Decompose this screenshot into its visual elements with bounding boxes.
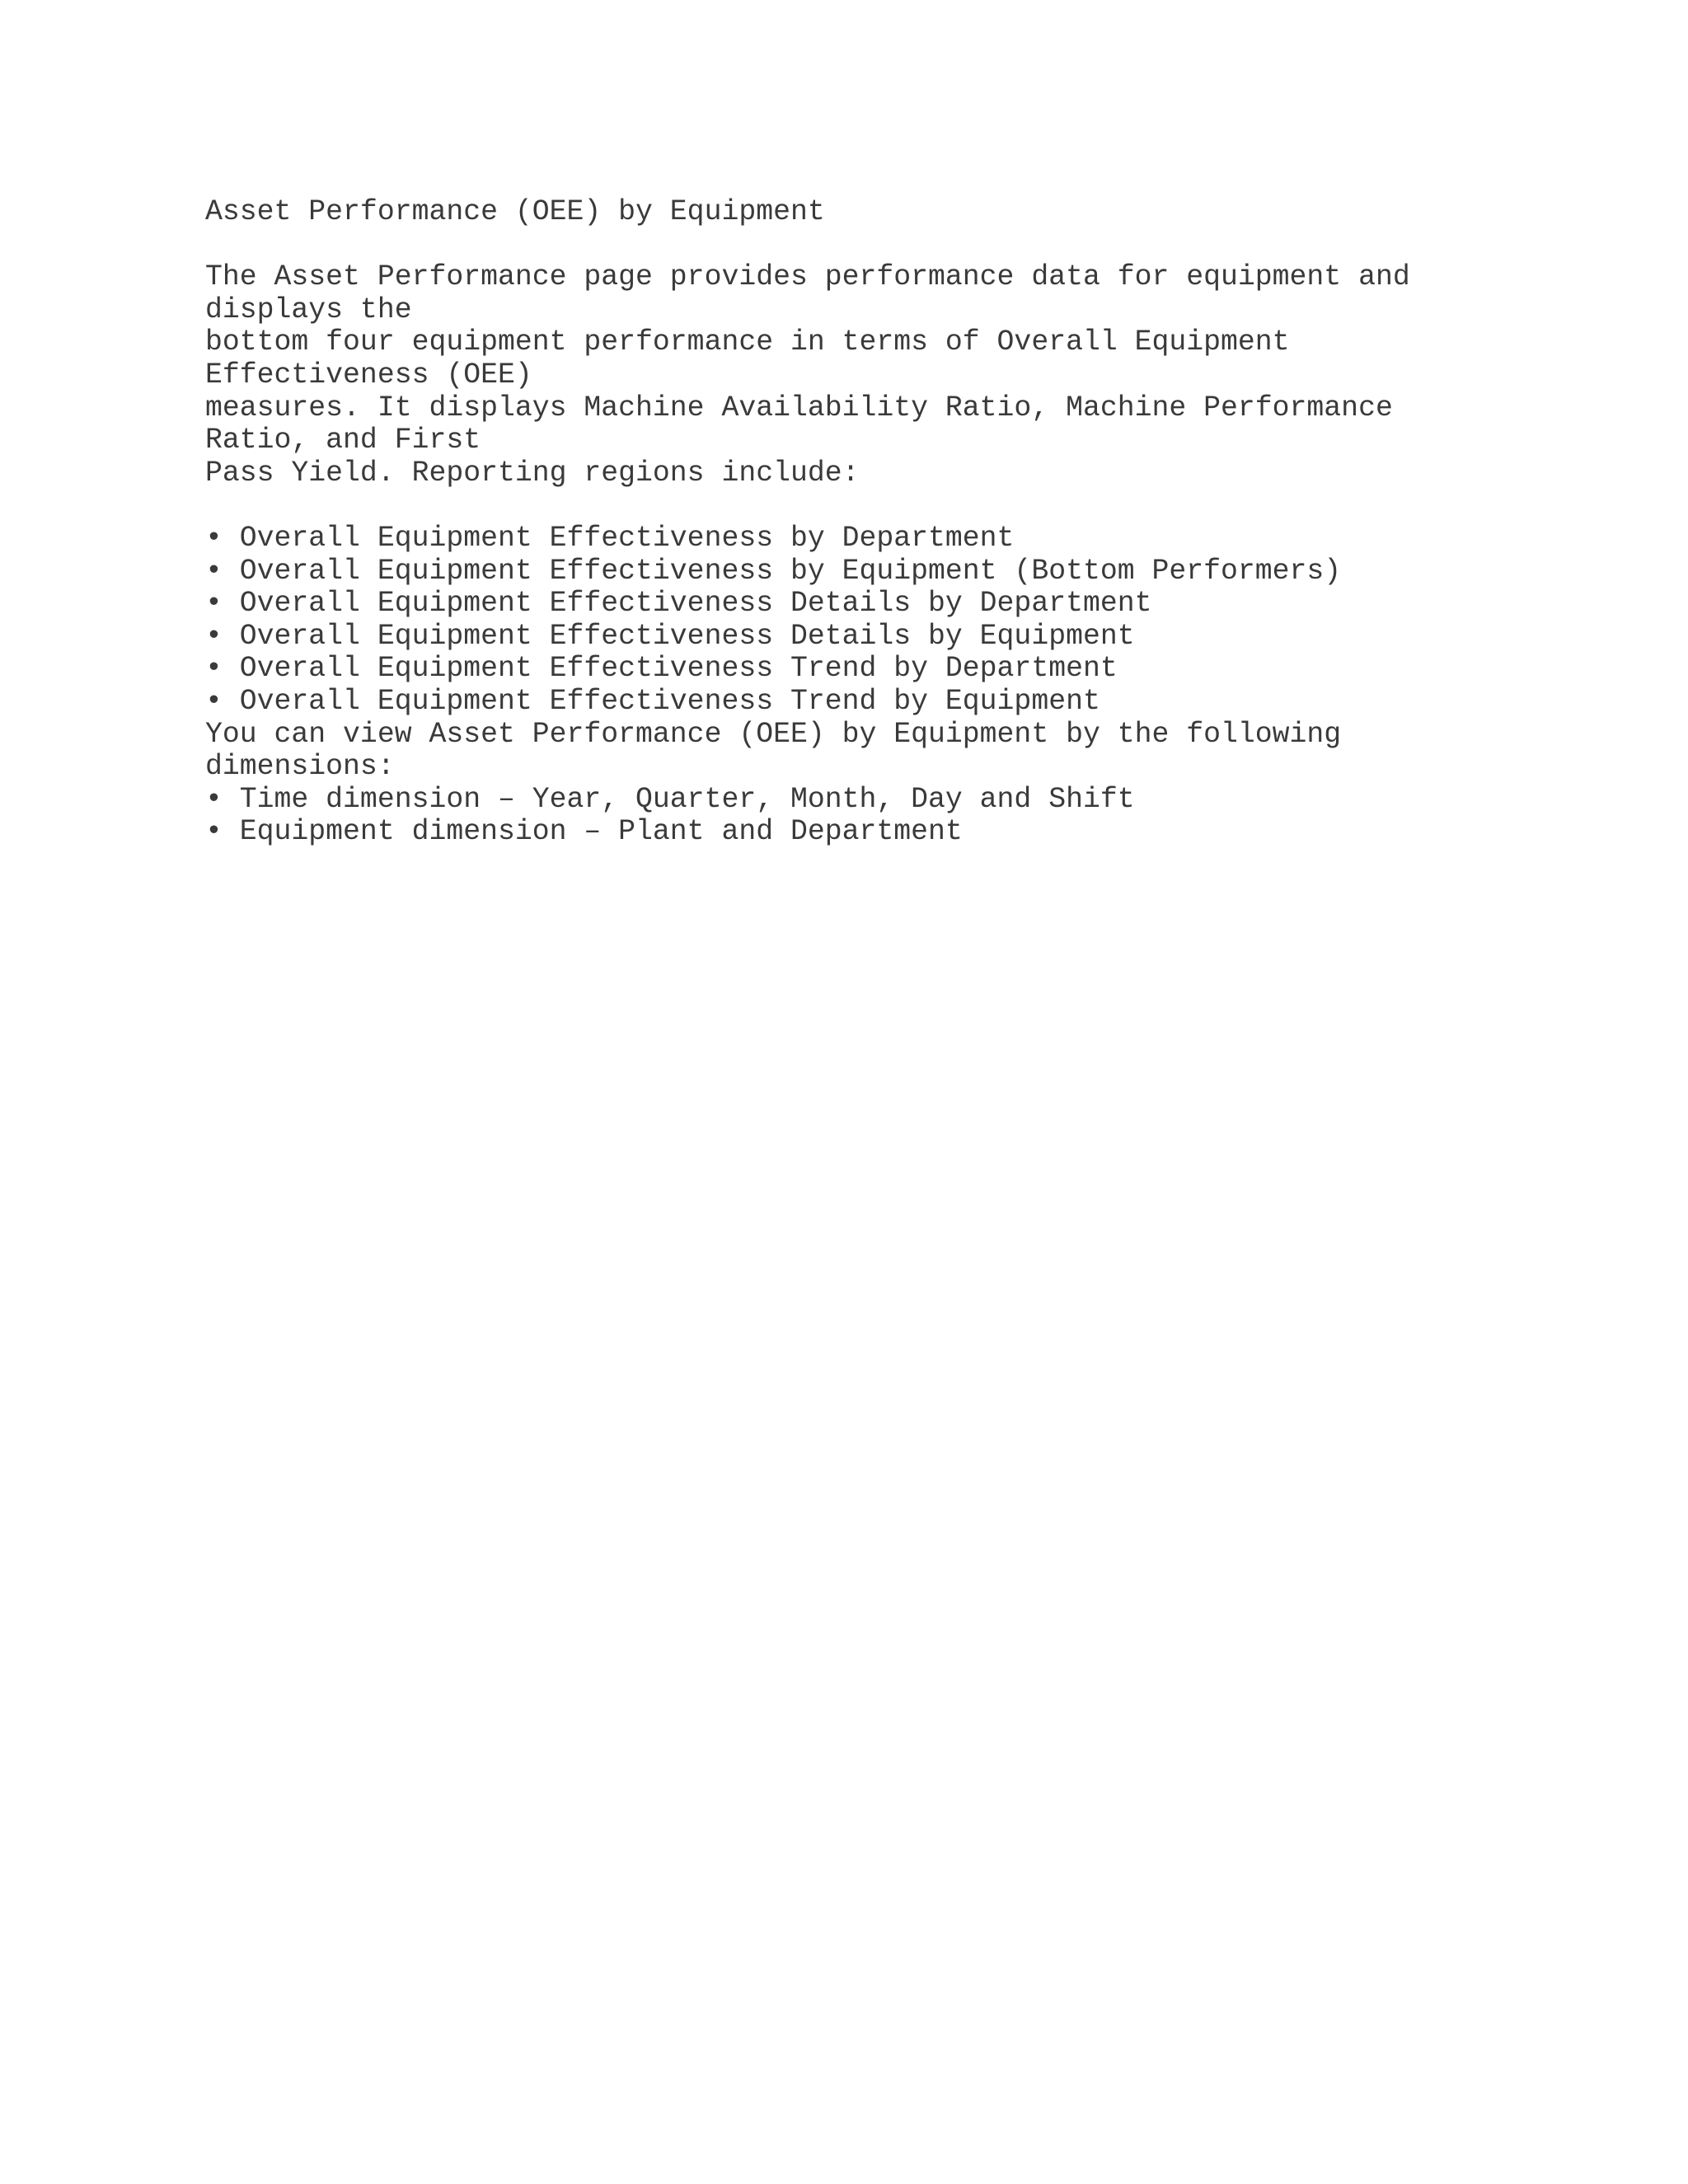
list-item: • Time dimension – Year, Quarter, Month, Day and Shift [205,783,1135,816]
list-item: • Overall Equipment Effectiveness Trend by Department [205,653,1118,686]
list-item: • Overall Equipment Effectiveness Details by Department [205,588,1152,621]
intro-line: bottom four equipment performance in terms of Overall Equipment [205,326,1290,359]
dimensions-list [205,784,1656,849]
intro-paragraph [205,261,1656,490]
list-item: • Overall Equipment Effectiveness Details by Equipment [205,620,1135,653]
dimensions-intro-line: dimensions: [205,751,395,784]
intro-line: Effectiveness (OEE) [205,359,532,391]
intro-line: The Asset Performance page provides performance data for equipment and [205,261,1410,294]
list-item: • Overall Equipment Effectiveness by Department [205,522,1015,555]
intro-line: Ratio, and First [205,424,481,457]
document-title: Asset Performance (OEE) by Equipment [205,196,825,228]
intro-line: Pass Yield. Reporting regions include: [205,457,860,490]
intro-line: measures. It displays Machine Availability Ratio, Machine Performance [205,391,1393,424]
intro-line: displays the [205,293,412,326]
list-item: • Overall Equipment Effectiveness Trend by Equipment [205,685,1100,718]
dimensions-intro-line: You can view Asset Performance (OEE) by Equipment by the following [205,718,1342,751]
spacer [205,490,1656,523]
spacer [205,229,1656,262]
list-item: • Equipment dimension – Plant and Department [205,816,963,849]
dimensions-paragraph [205,719,1656,784]
reporting-regions-list [205,523,1656,719]
document-page [205,196,1656,849]
list-item: • Overall Equipment Effectiveness by Equipment (Bottom Performers) [205,555,1342,588]
